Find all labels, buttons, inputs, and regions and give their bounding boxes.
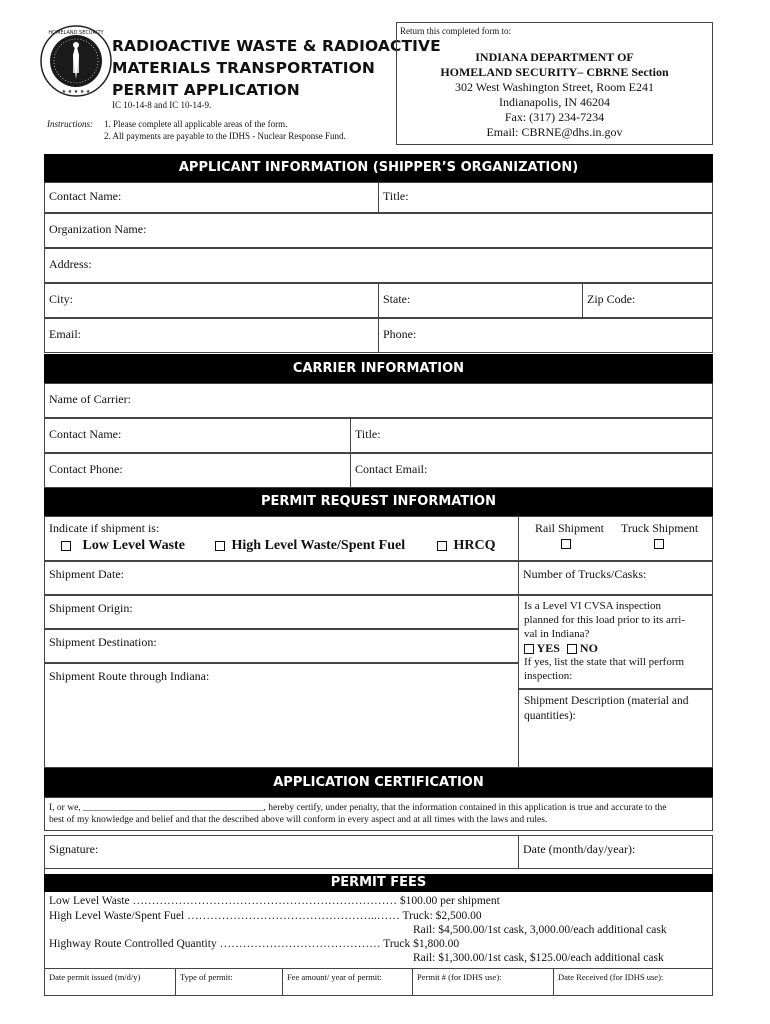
shipment-description-line-2: quantities): — [524, 710, 576, 722]
signature-field[interactable]: Signature: — [44, 835, 519, 869]
fee-hrcq: Highway Route Controlled Quantity …………………………………… Truck $1,800.00 — [49, 938, 460, 950]
high-level-waste-label: High Level Waste/Spent Fuel — [231, 538, 406, 553]
cvsa-yes-label: YES — [536, 641, 560, 655]
svg-text:HOMELAND SECURITY: HOMELAND SECURITY — [48, 30, 104, 36]
return-org-line-1: INDIANA DEPARTMENT OF — [475, 50, 634, 64]
fee-amount-field[interactable]: Fee amount/ year of permit: — [282, 968, 413, 996]
applicant-contact-name-field[interactable]: Contact Name: — [44, 182, 379, 213]
shipment-mode-cell — [518, 516, 713, 561]
carrier-contact-email-field[interactable]: Contact Email: — [350, 453, 713, 488]
return-city: Indianapolis, IN 46204 — [499, 95, 610, 109]
carrier-name-field[interactable]: Name of Carrier: — [44, 383, 713, 418]
state-field[interactable]: State: — [378, 283, 583, 318]
applicant-section-header: APPLICANT INFORMATION (SHIPPER’S ORGANIZATION) — [44, 154, 713, 182]
cvsa-question-line-3: val in Indiana? — [524, 628, 590, 640]
address-field[interactable]: Address: — [44, 248, 713, 283]
truck-shipment-checkbox[interactable] — [654, 539, 664, 549]
shipment-route-field[interactable]: Shipment Route through Indiana: — [44, 663, 519, 768]
hrcq-checkbox[interactable] — [437, 541, 447, 551]
permit-request-section-header: PERMIT REQUEST INFORMATION — [44, 488, 713, 516]
fees-section-header: PERMIT FEES — [44, 874, 713, 892]
carrier-section-header: CARRIER INFORMATION — [44, 354, 713, 383]
type-of-permit-field[interactable]: Type of permit: — [175, 968, 283, 996]
form-title-line-3: PERMIT APPLICATION — [112, 81, 300, 99]
idhs-seal — [40, 25, 112, 97]
applicant-title-field[interactable]: Title: — [378, 182, 713, 213]
date-received-field[interactable]: Date Received (for IDHS use): — [553, 968, 713, 996]
number-trucks-casks-field[interactable]: Number of Trucks/Casks: — [518, 561, 713, 595]
return-street: 302 West Washington Street, Room E241 — [455, 80, 654, 94]
cvsa-inspection-cell — [518, 595, 713, 689]
instructions-label: Instructions: — [47, 119, 93, 129]
return-org-line-2: HOMELAND SECURITY– CBRNE Section — [440, 65, 669, 79]
truck-shipment-label: Truck Shipment — [621, 521, 699, 535]
form-title-line-1: RADIOACTIVE WASTE & RADIOACTIVE — [112, 37, 441, 55]
low-level-waste-label: Low Level Waste — [82, 538, 185, 553]
carrier-contact-phone-field[interactable]: Contact Phone: — [44, 453, 351, 488]
shipment-type-label: Indicate if shipment is: — [49, 521, 160, 535]
applicant-email-field[interactable]: Email: — [44, 318, 379, 353]
fee-low-level-waste: Low Level Waste …………………………………………………………… $100.00 per shipment — [49, 895, 500, 907]
certification-line-1: I, or we, ______________________________________, hereby certify, under penalty, that the information contained in this application is true and accurate to the — [49, 803, 667, 813]
shipment-destination-field[interactable]: Shipment Destination: — [44, 629, 519, 663]
svg-text:★ ★ ★ ★ ★: ★ ★ ★ ★ ★ — [61, 89, 91, 95]
low-level-waste-checkbox[interactable] — [61, 541, 71, 551]
cvsa-no-label: NO — [579, 641, 598, 655]
carrier-title-field[interactable]: Title: — [350, 418, 713, 453]
return-fax: Fax: (317) 234-7234 — [504, 110, 605, 124]
shipment-type-cell — [44, 516, 519, 561]
statute-reference: IC 10-14-8 and IC 10-14-9. — [112, 100, 212, 110]
rail-shipment-checkbox[interactable] — [561, 539, 571, 549]
rail-shipment-label: Rail Shipment — [535, 521, 604, 535]
cvsa-no-checkbox[interactable] — [567, 644, 577, 654]
instruction-1: 1. Please complete all applicable areas of the form. — [104, 119, 288, 129]
form-title-line-2: MATERIALS TRANSPORTATION — [112, 59, 375, 77]
organization-name-field[interactable]: Organization Name: — [44, 213, 713, 248]
permit-number-field[interactable]: Permit # (for IDHS use): — [412, 968, 554, 996]
return-heading: Return this completed form to: — [400, 26, 511, 36]
city-field[interactable]: City: — [44, 283, 379, 318]
cvsa-yes-checkbox[interactable] — [524, 644, 534, 654]
cvsa-question-line-2: planned for this load prior to its arri- — [524, 614, 685, 626]
cvsa-state-line-2: inspection: — [524, 670, 573, 682]
certification-statement — [44, 797, 713, 831]
fee-high-level-rail: Rail: $4,500.00/1st cask, 3,000.00/each additional cask — [413, 924, 667, 936]
carrier-contact-name-field[interactable]: Contact Name: — [44, 418, 351, 453]
high-level-waste-checkbox[interactable] — [215, 541, 225, 551]
date-permit-issued-field[interactable]: Date permit issued (m/d/y) — [44, 968, 176, 996]
cvsa-state-line-1: If yes, list the state that will perform — [524, 656, 685, 668]
signature-date-field[interactable]: Date (month/day/year): — [518, 835, 713, 869]
return-email: Email: CBRNE@dhs.in.gov — [486, 125, 623, 139]
shipment-description-line-1: Shipment Description (material and — [524, 695, 689, 707]
zip-code-field[interactable]: Zip Code: — [582, 283, 713, 318]
shipment-description-field[interactable] — [518, 689, 713, 768]
certification-section-header: APPLICATION CERTIFICATION — [44, 768, 713, 797]
return-address-box — [396, 22, 713, 145]
shipment-date-field[interactable]: Shipment Date: — [44, 561, 519, 595]
shipment-origin-field[interactable]: Shipment Origin: — [44, 595, 519, 629]
cvsa-question-line-1: Is a Level VI CVSA inspection — [524, 600, 661, 612]
applicant-phone-field[interactable]: Phone: — [378, 318, 713, 353]
fee-hrcq-rail: Rail: $1,300.00/1st cask, $125.00/each additional cask — [413, 952, 664, 964]
hrcq-label: HRCQ — [453, 538, 496, 553]
certification-line-2: best of my knowledge and belief and that the described above will conform in every aspect and at all times with the laws and rules. — [49, 815, 548, 825]
instruction-2: 2. All payments are payable to the IDHS - Nuclear Response Fund. — [104, 131, 346, 141]
fee-high-level-waste: High Level Waste/Spent Fuel …………………………………………..…… Truck: $2,500.00 — [49, 910, 482, 922]
